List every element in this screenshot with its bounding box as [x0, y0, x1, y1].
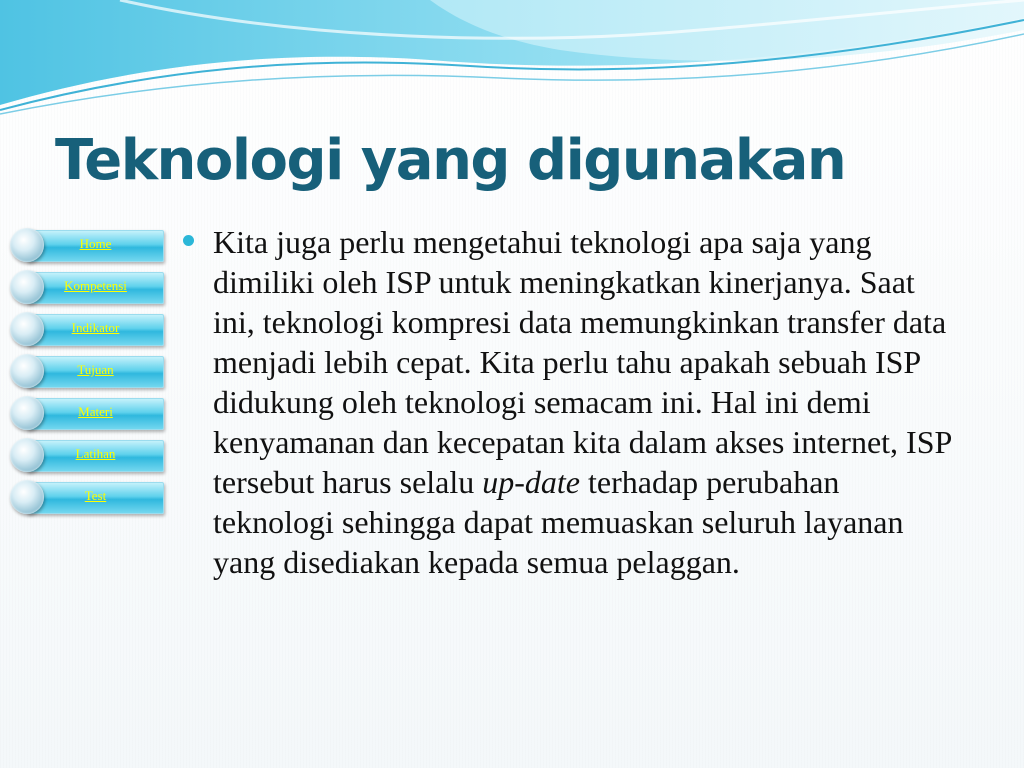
paragraph-emphasis: up-date	[482, 464, 580, 500]
nav-button-kompetensi[interactable]	[10, 270, 165, 304]
nav-link-indikator[interactable]: Indikator	[71, 320, 120, 335]
body-paragraph	[213, 222, 953, 582]
nav-button-tujuan[interactable]	[10, 354, 165, 388]
slide-title: Teknologi yang digunakan	[55, 128, 846, 193]
nav-button-test[interactable]	[10, 480, 165, 514]
header-wave-decoration	[0, 0, 1024, 120]
nav-button-home[interactable]	[10, 228, 165, 262]
nav-button-latihan[interactable]	[10, 438, 165, 472]
nav-link-kompetensi[interactable]: Kompetensi	[64, 278, 127, 293]
bullet-icon	[183, 235, 194, 246]
nav-link-materi[interactable]: Materi	[78, 404, 113, 419]
nav-link-tujuan[interactable]: Tujuan	[77, 362, 114, 377]
nav-link-test[interactable]: Test	[84, 488, 107, 503]
paragraph-text-end: terhadap perubahan teknologi sehingga dapat memuaskan seluruh layanan yang disediakan kepada semua pelaggan.	[213, 464, 904, 580]
nav-link-latihan[interactable]: Latihan	[75, 446, 116, 461]
nav-button-indikator[interactable]	[10, 312, 165, 346]
nav-link-home[interactable]: Home	[79, 236, 112, 251]
paragraph-text: Kita juga perlu mengetahui teknologi apa saja yang dimiliki oleh ISP untuk meningkatkan kinerjanya. Saat ini, teknologi kompresi data memungkinkan transfer data menjadi lebih cepat. Kita perlu tahu apakah sebuah ISP didukung oleh teknologi semacam ini. Hal ini demi kenyamanan dan kecepatan kita dalam akses internet, ISP tersebut harus selalu	[213, 224, 952, 500]
nav-button-materi[interactable]	[10, 396, 165, 430]
